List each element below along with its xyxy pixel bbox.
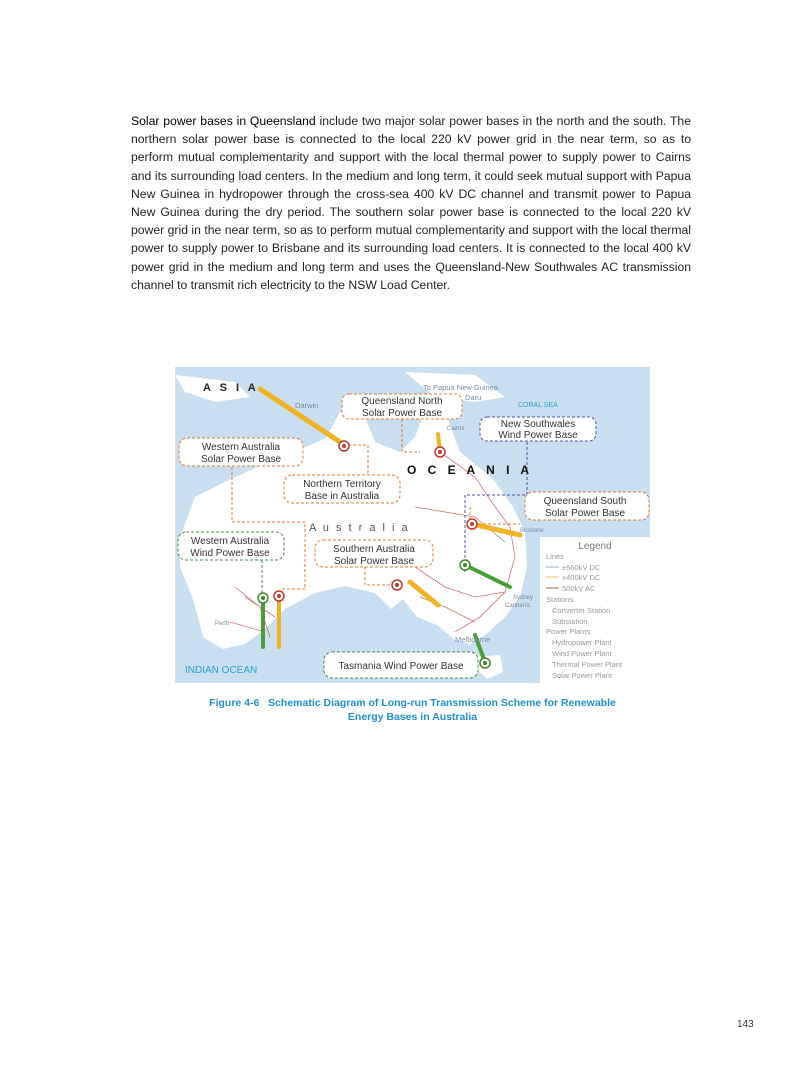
legend-converter: Converter Station: [552, 606, 611, 615]
box-wa-solar: [179, 438, 303, 466]
page-number: 143: [737, 1019, 754, 1030]
legend-400: ±400kV DC: [562, 573, 601, 582]
box-line: Solar Power Base: [333, 556, 415, 567]
label-cairns: Cairns: [447, 426, 465, 432]
box-line: Wind Power Base: [498, 430, 578, 441]
legend-stations: Stations: [546, 595, 574, 604]
label-indian-ocean: INDIAN OCEAN: [185, 665, 258, 676]
label-daru: Daru: [465, 393, 482, 402]
legend-plants: Power Plants: [546, 627, 591, 636]
body-paragraph: [131, 112, 691, 294]
label-sydney: Sydney: [513, 595, 534, 601]
label-asia: A S I A: [203, 382, 259, 394]
paragraph-body: include two major solar power bases in the north and the south. The northern solar power base is connected to the local 220 kV power grid in the near term, so as to perform mutual complementarity and support with the local thermal power to supply power to Cairns and its surrounding load centers. In the medium and long term, it could seek mutual support with Papua New Guinea in hydropower through the cross-sea 400 kV DC channel and transmit power to Papua New Guinea during the dry period. The southern solar power base is connected to the local 220 kV power grid in the near term, so as to perform mutual complementarity and support with the local thermal power to supply power to Brisbane and its surrounding load centers. It is connected to the local 400 kV power grid in the medium and long term and uses the Queensland-New Southwales AC transmission channel to transmit rich electricity to the NSW Load Center.: [131, 114, 691, 292]
legend-660: ±660kV DC: [562, 563, 601, 572]
label-brisbane: Brisbane: [520, 528, 544, 534]
box-qld-north: [342, 394, 462, 419]
label-australia: A u s t r a l i a: [309, 522, 410, 534]
box-line: Western Australia: [190, 536, 270, 547]
paragraph-lead: Solar power bases in Queensland: [131, 114, 316, 128]
label-melbourne: Melbourne: [455, 635, 491, 644]
label-png: To Papua New Guinea: [423, 383, 499, 392]
legend-thermal: Thermal Power Plant: [552, 660, 623, 669]
caption-line-1: Figure 4-6 Schematic Diagram of Long-run Transmission Scheme for Renewable: [209, 697, 616, 709]
box-line: New Southwales: [500, 419, 576, 430]
box-qld-south: [525, 492, 649, 520]
box-nsw-wind: [480, 417, 596, 441]
legend-substation: Substation: [552, 617, 588, 626]
box-line: Queensland South: [543, 496, 627, 507]
legend-wind: Wind Power Plant: [552, 649, 612, 658]
figure-caption: [175, 696, 650, 724]
box-line: Tasmania Wind Power Base: [338, 661, 464, 672]
legend-lines: Lines: [546, 552, 564, 561]
box-line: Northern Territory: [303, 479, 381, 490]
box-line: Base in Australia: [304, 491, 380, 502]
label-oceania: O C E A N I A: [407, 463, 534, 477]
box-wa-wind: [178, 532, 284, 560]
box-tas-wind: [324, 652, 478, 678]
box-line: Wind Power Base: [190, 548, 270, 559]
legend-title: Legend: [578, 541, 612, 552]
label-coral-sea: CORAL SEA: [518, 402, 558, 409]
legend-solar: Solar Power Plant: [552, 671, 613, 680]
legend-500: 500kV AC: [562, 584, 596, 593]
box-nt: [284, 475, 400, 503]
box-line: Solar Power Base: [200, 454, 282, 465]
map-legend: [540, 537, 650, 683]
box-line: Solar Power Base: [544, 508, 626, 519]
label-canberra: Canberra: [505, 603, 531, 609]
caption-line-2: Energy Bases in Australia: [347, 711, 478, 723]
box-line: Western Australia: [201, 442, 281, 453]
label-perth: Perth: [215, 621, 230, 627]
box-line: Southern Australia: [333, 544, 415, 555]
australia-transmission-map: [175, 367, 650, 683]
box-line: Queensland North: [361, 396, 443, 407]
box-line: Solar Power Base: [361, 408, 443, 419]
legend-hydro: Hydropower Plant: [552, 638, 612, 647]
label-darwin: Darwin: [295, 401, 319, 410]
box-sa-solar: [315, 540, 433, 567]
